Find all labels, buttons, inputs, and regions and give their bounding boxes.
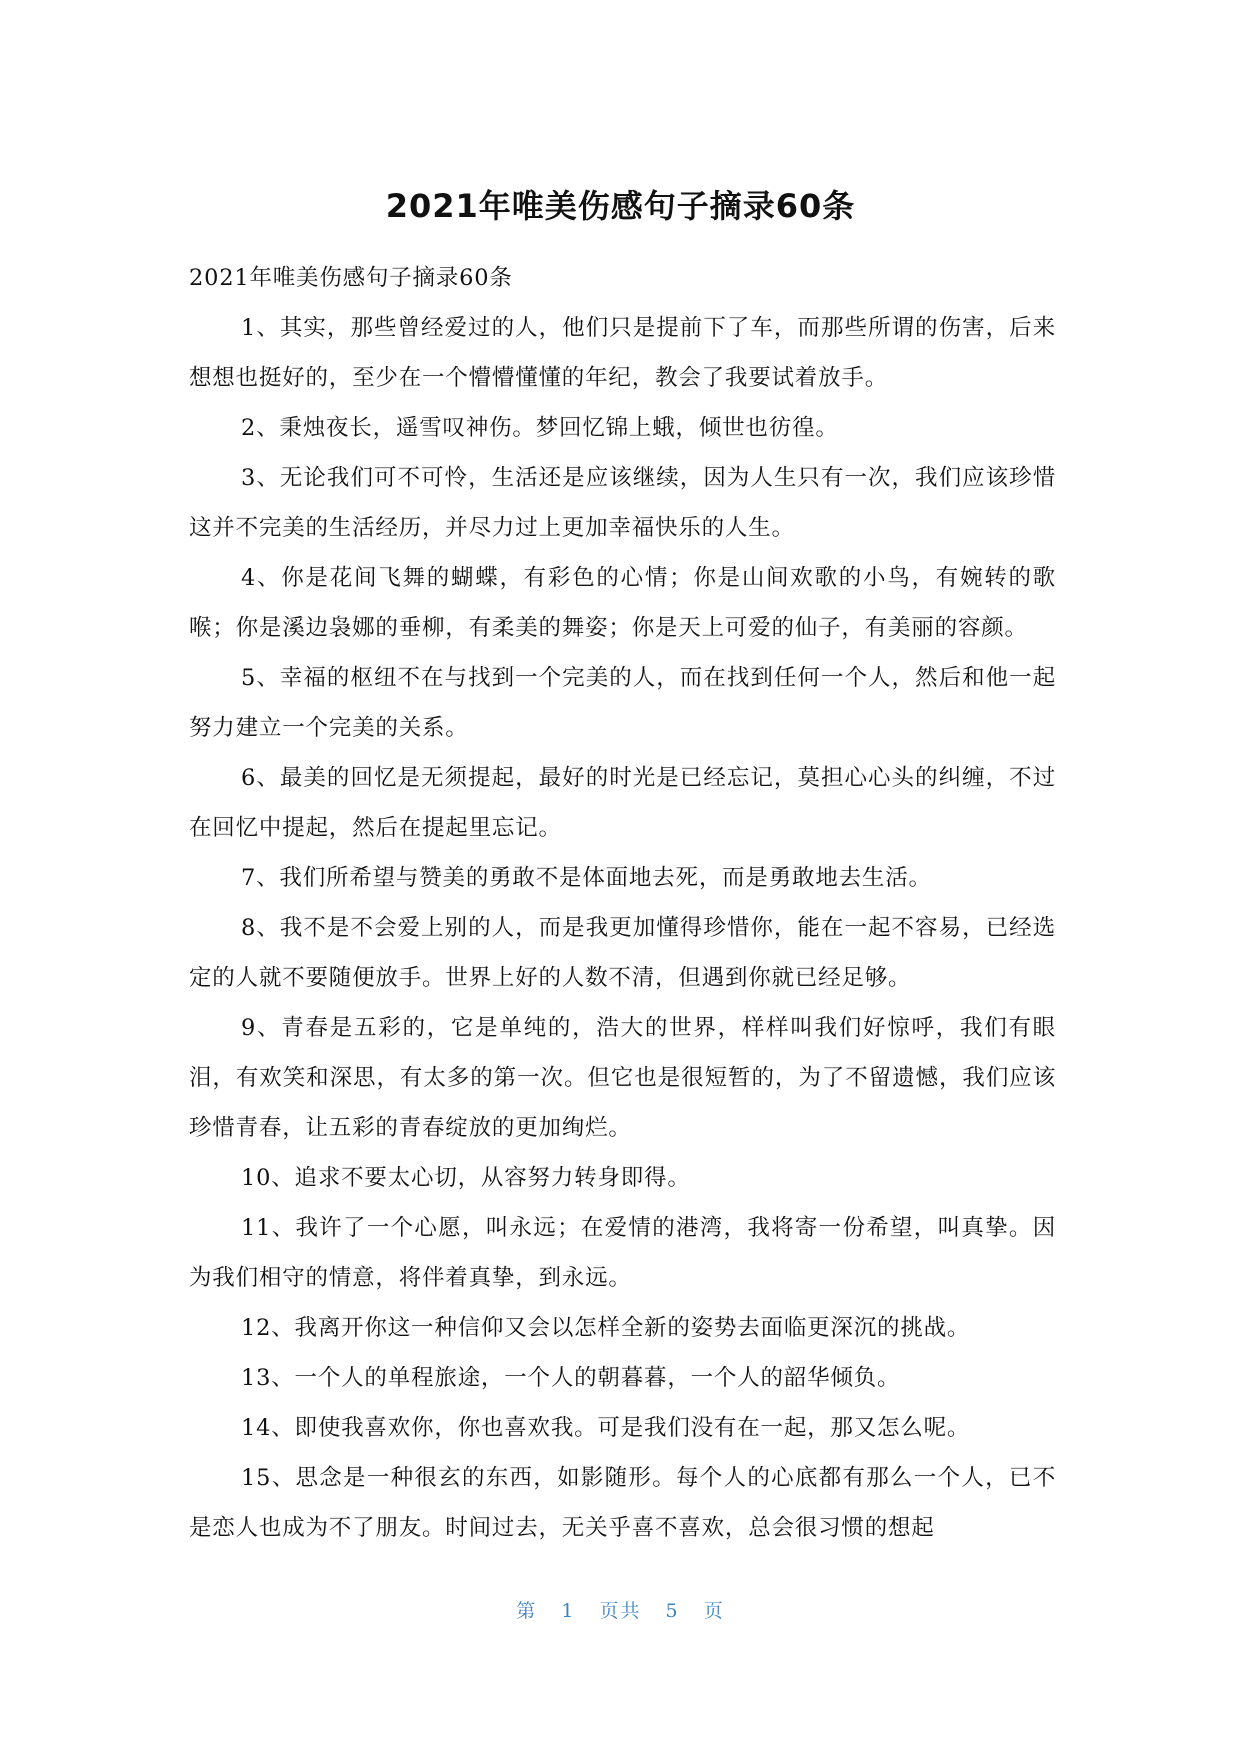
paragraph-13: 13、一个人的单程旅途，一个人的朝暮暮，一个人的韶华倾负。 bbox=[241, 1365, 901, 1391]
paragraph-8: 8、我不是不会爱上别的人，而是我更加懂得珍惜你，能在一起不容易，已经选定的人就不要随便放手。世界上好的人数不清，但遇到你就已经足够。 bbox=[189, 915, 1056, 991]
document-body bbox=[189, 253, 1056, 1553]
paragraph-7: 7、我们所希望与赞美的勇敢不是体面地去死，而是勇敢地去生活。 bbox=[241, 865, 932, 891]
paragraph-1: 1、其实，那些曾经爱过的人，他们只是提前下了车，而那些所谓的伤害，后来想想也挺好的，至少在一个懵懵懂懂的年纪，教会了我要试着放手。 bbox=[189, 315, 1056, 391]
footer-total-pages: 5 bbox=[665, 1600, 680, 1622]
paragraph-4: 4、你是花间飞舞的蝴蝶，有彩色的心情；你是山间欢歌的小鸟，有婉转的歌喉；你是溪边袅娜的垂柳，有柔美的舞姿；你是天上可爱的仙子，有美丽的容颜。 bbox=[189, 565, 1056, 641]
page-footer bbox=[0, 1596, 1241, 1623]
paragraph-6: 6、最美的回忆是无须提起，最好的时光是已经忘记，莫担心心头的纠缠，不过在回忆中提起，然后在提起里忘记。 bbox=[189, 765, 1056, 841]
paragraph-12: 12、我离开你这一种信仰又会以怎样全新的姿势去面临更深沉的挑战。 bbox=[241, 1315, 971, 1341]
paragraph-2: 2、秉烛夜长，遥雪叹神伤。梦回忆锦上蛾，倾世也彷徨。 bbox=[241, 415, 839, 441]
paragraph-9: 9、青春是五彩的，它是单纯的，浩大的世界，样样叫我们好惊呼，我们有眼泪，有欢笑和深思，有太多的第一次。但它也是很短暂的，为了不留遗憾，我们应该珍惜青春，让五彩的青春绽放的更加绚烂。 bbox=[189, 1015, 1056, 1141]
footer-current-page: 1 bbox=[561, 1600, 576, 1622]
footer-label-of: 页共 bbox=[599, 1600, 642, 1622]
footer-label-end: 页 bbox=[703, 1600, 725, 1622]
document-title: 2021年唯美伤感句子摘录60条 bbox=[385, 187, 856, 225]
paragraph-3: 3、无论我们可不可怜，生活还是应该继续，因为人生只有一次，我们应该珍惜这并不完美的生活经历，并尽力过上更加幸福快乐的人生。 bbox=[189, 465, 1056, 541]
paragraph-5: 5、幸福的枢纽不在与找到一个完美的人，而在找到任何一个人，然后和他一起努力建立一个完美的关系。 bbox=[189, 665, 1056, 741]
paragraph-11: 11、我许了一个心愿，叫永远；在爱情的港湾，我将寄一份希望，叫真挚。因为我们相守的情意，将伴着真挚，到永远。 bbox=[189, 1215, 1056, 1291]
paragraph-10: 10、追求不要太心切，从容努力转身即得。 bbox=[241, 1165, 691, 1191]
footer-label-page: 第 bbox=[516, 1600, 538, 1622]
document-subtitle: 2021年唯美伤感句子摘录60条 bbox=[189, 265, 513, 291]
paragraph-15: 15、思念是一种很玄的东西，如影随形。每个人的心底都有那么一个人，已不是恋人也成为不了朋友。时间过去，无关乎喜不喜欢，总会很习惯的想起 bbox=[189, 1465, 1056, 1541]
paragraph-14: 14、即使我喜欢你，你也喜欢我。可是我们没有在一起，那又怎么呢。 bbox=[241, 1415, 971, 1441]
